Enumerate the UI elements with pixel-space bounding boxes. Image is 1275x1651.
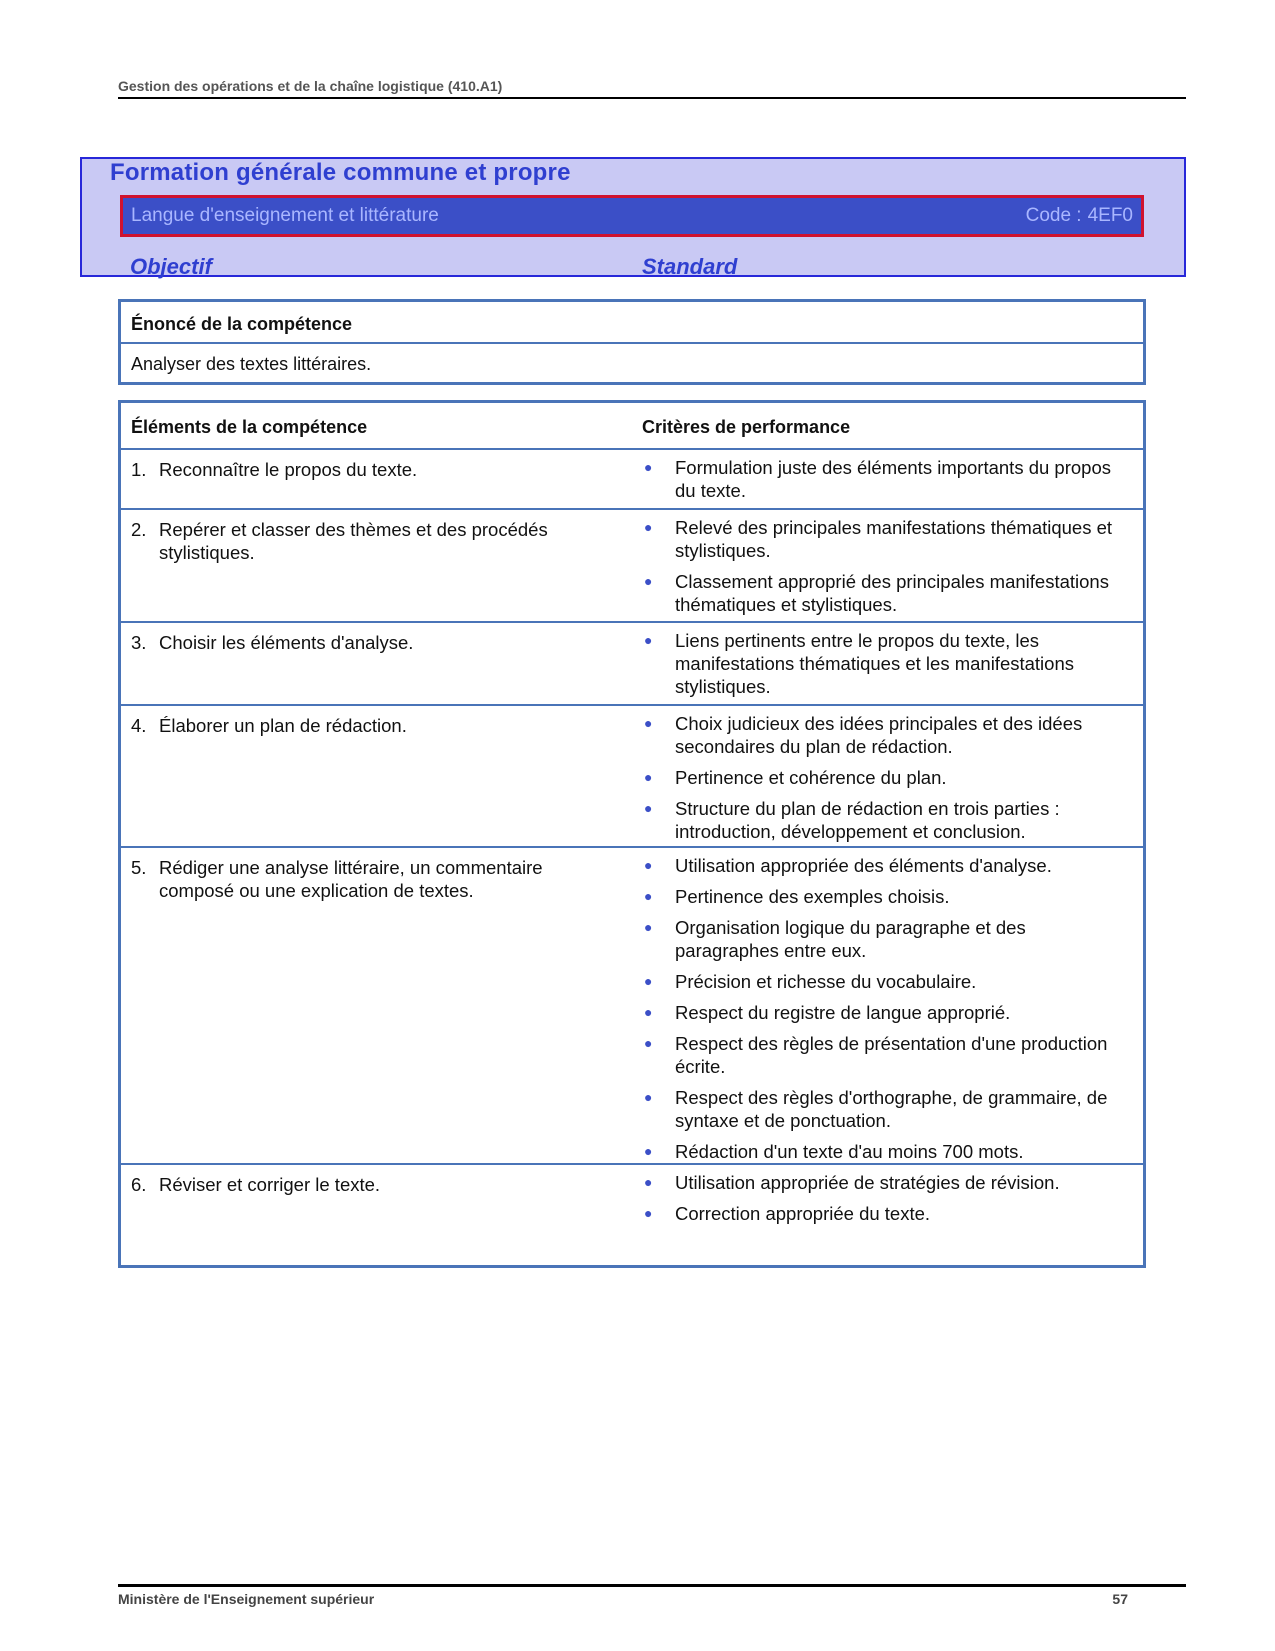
bullet-icon: ● xyxy=(644,800,653,816)
criterion-item xyxy=(642,1202,1132,1225)
criterion-item xyxy=(642,1086,1132,1132)
criterion-text: Respect du registre de langue approprié. xyxy=(675,1002,1011,1023)
criteria-list xyxy=(642,1171,1132,1233)
criterion-text: Respect des règles de présentation d'une production écrite. xyxy=(675,1033,1108,1077)
criterion-item xyxy=(642,629,1132,698)
competency-element xyxy=(131,856,601,902)
element-text: Repérer et classer des thèmes et des procédés stylistiques. xyxy=(159,519,548,563)
criteria-list xyxy=(642,854,1132,1171)
criterion-text: Classement approprié des principales manifestations thématiques et stylistiques. xyxy=(675,571,1109,615)
bullet-icon: ● xyxy=(644,888,653,904)
table-row xyxy=(121,623,1143,706)
statement-text: Analyser des textes littéraires. xyxy=(131,354,372,374)
table-header xyxy=(121,403,1143,450)
course-code xyxy=(1026,205,1133,227)
bullet-icon: ● xyxy=(644,1089,653,1105)
section-banner xyxy=(80,157,1186,277)
criterion-item xyxy=(642,854,1132,877)
competency-element xyxy=(131,631,601,654)
table-row xyxy=(121,510,1143,623)
criterion-item xyxy=(642,970,1132,993)
objective-label: Objectif xyxy=(130,254,212,279)
criterion-text: Choix judicieux des idées principales et des idées secondaires du plan de rédaction. xyxy=(675,713,1083,757)
element-text: Choisir les éléments d'analyse. xyxy=(159,632,414,653)
criterion-item xyxy=(642,1140,1132,1163)
criterion-text: Précision et richesse du vocabulaire. xyxy=(675,971,977,992)
criterion-text: Correction appropriée du texte. xyxy=(675,1203,931,1224)
criterion-text: Pertinence et cohérence du plan. xyxy=(675,767,947,788)
criterion-text: Utilisation appropriée des éléments d'analyse. xyxy=(675,855,1052,876)
objective-standard-row xyxy=(130,254,750,280)
element-text: Rédiger une analyse littéraire, un commentaire composé ou une explication de textes. xyxy=(159,857,543,901)
criterion-text: Liens pertinents entre le propos du texte, les manifestations thématiques et les manifestations stylistiques. xyxy=(675,630,1074,697)
document-footer xyxy=(118,1584,1186,1607)
code-label: Code : xyxy=(1025,205,1082,226)
section-title: Formation générale commune et propre xyxy=(110,159,571,186)
criterion-item xyxy=(642,1032,1132,1078)
element-text: Élaborer un plan de rédaction. xyxy=(159,715,407,736)
table-body xyxy=(121,450,1143,1233)
course-bar xyxy=(120,195,1144,237)
bullet-icon: ● xyxy=(644,919,653,935)
criterion-text: Relevé des principales manifestations thématiques et stylistiques. xyxy=(675,517,1113,561)
criterion-text: Pertinence des exemples choisis. xyxy=(675,886,950,907)
criterion-text: Respect des règles d'orthographe, de grammaire, de syntaxe et de ponctuation. xyxy=(675,1087,1108,1131)
criterion-item xyxy=(642,797,1132,843)
criterion-text: Utilisation appropriée de stratégies de révision. xyxy=(675,1172,1060,1193)
bullet-icon: ● xyxy=(644,573,653,589)
competency-table xyxy=(118,400,1146,1268)
criteria-list xyxy=(642,456,1132,510)
table-row xyxy=(121,1165,1143,1233)
bullet-icon: ● xyxy=(644,1174,653,1190)
bullet-icon: ● xyxy=(644,519,653,535)
criterion-item xyxy=(642,1171,1132,1194)
document-header xyxy=(118,78,1186,99)
criterion-item xyxy=(642,712,1132,758)
program-title: Gestion des opérations et de la chaîne logistique (410.A1) xyxy=(118,78,503,94)
element-text: Réviser et corriger le texte. xyxy=(159,1174,381,1195)
element-text: Reconnaître le propos du texte. xyxy=(159,459,418,480)
table-row xyxy=(121,848,1143,1165)
bullet-icon: ● xyxy=(644,1205,653,1221)
criterion-text: Rédaction d'un texte d'au moins 700 mots. xyxy=(675,1141,1024,1162)
page-number: 57 xyxy=(1112,1591,1128,1607)
bullet-icon: ● xyxy=(644,1004,653,1020)
bullet-icon: ● xyxy=(644,973,653,989)
criterion-item xyxy=(642,456,1132,502)
bullet-icon: ● xyxy=(644,1035,653,1051)
criterion-item xyxy=(642,1001,1132,1024)
criteria-list xyxy=(642,516,1132,624)
criterion-item xyxy=(642,570,1132,616)
competency-element xyxy=(131,458,601,481)
bullet-icon: ● xyxy=(644,715,653,731)
competency-element xyxy=(131,1173,601,1196)
bullet-icon: ● xyxy=(644,459,653,475)
table-row xyxy=(121,706,1143,848)
element-number: 1. xyxy=(131,459,147,480)
competency-statement-box xyxy=(118,299,1146,385)
ministry-name: Ministère de l'Enseignement supérieur xyxy=(118,1591,375,1607)
table-row xyxy=(121,450,1143,510)
criterion-item xyxy=(642,885,1132,908)
competency-element xyxy=(131,518,601,564)
criterion-item xyxy=(642,516,1132,562)
bullet-icon: ● xyxy=(644,769,653,785)
element-number: 5. xyxy=(131,857,147,878)
criterion-text: Structure du plan de rédaction en trois parties : introduction, développement et conclusion. xyxy=(675,798,1060,842)
standard-label: Standard xyxy=(642,254,738,279)
competency-element xyxy=(131,714,601,737)
criterion-item xyxy=(642,916,1132,962)
statement-title: Énoncé de la compétence xyxy=(121,302,1143,344)
course-name: Langue d'enseignement et littérature xyxy=(131,205,439,226)
code-value: 4EF0 xyxy=(1087,205,1133,226)
column-header-criteria: Critères de performance xyxy=(642,417,851,437)
element-number: 4. xyxy=(131,715,147,736)
bullet-icon: ● xyxy=(644,857,653,873)
bullet-icon: ● xyxy=(644,632,653,648)
bullet-icon: ● xyxy=(644,1143,653,1159)
element-number: 3. xyxy=(131,632,147,653)
element-number: 2. xyxy=(131,519,147,540)
criterion-text: Organisation logique du paragraphe et des paragraphes entre eux. xyxy=(675,917,1026,961)
criterion-item xyxy=(642,766,1132,789)
criteria-list xyxy=(642,629,1132,706)
criterion-text: Formulation juste des éléments importants du propos du texte. xyxy=(675,457,1111,501)
criteria-list xyxy=(642,712,1132,851)
element-number: 6. xyxy=(131,1174,147,1195)
column-header-elements: Éléments de la compétence xyxy=(131,417,368,437)
